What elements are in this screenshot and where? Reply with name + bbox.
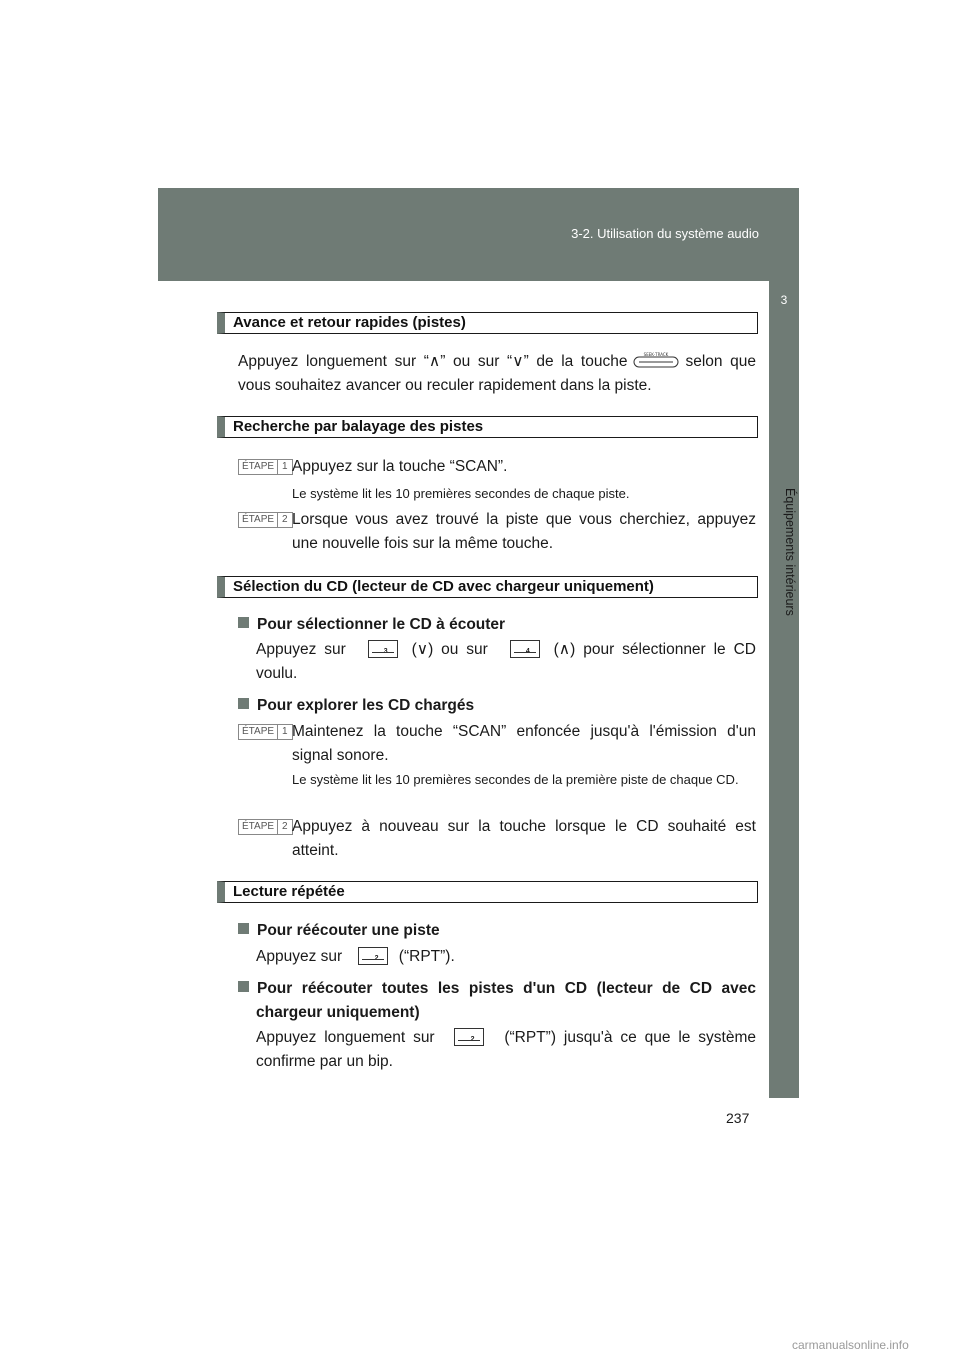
step-number: 1	[277, 725, 292, 739]
preset-2-key-icon	[358, 947, 388, 965]
section-title-cd-select: Sélection du CD (lecteur de CD avec chargeur uniquement)	[217, 576, 758, 598]
fast-text-b: ” ou sur “	[440, 353, 513, 370]
key-2-number: 2	[374, 955, 379, 962]
cd-sub-head-2-text: Pour explorer les CD chargés	[257, 697, 475, 714]
scan-step-1	[238, 455, 508, 475]
side-tab-number: 3	[780, 293, 788, 307]
cd-sub-head-1-text: Pour sélectionner le CD à écouter	[257, 616, 506, 633]
scan-step-1-text: Appuyez sur la touche “SCAN”.	[292, 458, 508, 475]
repeat-sub-head-1	[238, 919, 756, 943]
step-word: ÉTAPE	[239, 820, 277, 834]
down-symbol: ∨	[512, 353, 524, 370]
step-number: 2	[277, 820, 292, 834]
fast-text-d: selon que vous souhaitez avancer ou reculer rapidement dans la piste.	[238, 353, 756, 394]
cd-step-2-text: Appuyez à nouveau sur la touche lorsque le CD souhaité est atteint.	[292, 818, 756, 859]
repeat-sub-head-2-text: Pour réécouter toutes les pistes d'un CD (lecteur de CD avec chargeur uniquement)	[256, 980, 756, 1021]
preset-4-key-icon	[510, 640, 540, 658]
cd-step-2	[238, 815, 756, 859]
step-badge	[238, 459, 293, 475]
bullet-square-icon	[238, 698, 249, 709]
seek-track-key-icon	[633, 352, 679, 368]
cd-sub1-text-c: (∧) pour sélectionner le CD voulu.	[256, 641, 756, 682]
step-badge	[238, 512, 293, 528]
side-tab	[769, 281, 799, 1098]
repeat-sub1-text-a: Appuyez sur	[256, 948, 343, 965]
cd-step-1-note: Le système lit les 10 premières secondes de la première piste de chaque CD.	[292, 772, 739, 787]
scan-step-2-text: Lorsque vous avez trouvé la piste que vous cherchiez, appuyez une nouvelle fois sur la même touche.	[292, 511, 756, 552]
fast-text-c: ” de la touche	[523, 353, 628, 370]
preset-2-key-icon	[454, 1028, 484, 1046]
repeat-sub-head-2	[238, 977, 756, 1025]
key-3-number: 3	[383, 648, 388, 655]
fast-paragraph	[238, 350, 756, 398]
repeat-sub2-text-b: (“RPT”) jusqu'à ce que le système confirme par un bip.	[256, 1029, 756, 1070]
cd-step-1-text: Maintenez la touche “SCAN” enfoncée jusqu'à l'émission d'un signal sonore.	[292, 723, 756, 764]
up-symbol: ∧	[428, 353, 441, 370]
cd-sub1-paragraph	[256, 638, 756, 686]
repeat-sub2-paragraph	[256, 1026, 756, 1074]
key-2-number: 2	[470, 1036, 475, 1043]
fast-text-a: Appuyez longuement sur “	[238, 353, 429, 370]
bullet-square-icon	[238, 981, 249, 992]
side-tab-label: Équipements intérieurs	[783, 488, 797, 616]
chapter-title: 3-2. Utilisation du système audio	[571, 226, 759, 241]
section-title-fast: Avance et retour rapides (pistes)	[217, 312, 758, 334]
scan-step-2	[238, 508, 756, 552]
step-badge	[238, 724, 293, 740]
preset-3-key-icon	[368, 640, 398, 658]
repeat-sub-head-1-text: Pour réécouter une piste	[257, 922, 440, 939]
repeat-sub1-text-b: (“RPT”).	[398, 948, 455, 965]
repeat-sub1-paragraph	[256, 945, 756, 969]
cd-sub1-text-b: (∨) ou sur	[411, 641, 488, 658]
step-word: ÉTAPE	[239, 725, 277, 739]
repeat-sub2-text-a: Appuyez longuement sur	[256, 1029, 435, 1046]
seek-track-label: SEEK·TRACK	[644, 352, 669, 357]
step-number: 2	[277, 513, 292, 527]
page-number: 237	[726, 1110, 750, 1126]
key-4-number: 4	[525, 648, 530, 655]
bullet-square-icon	[238, 617, 249, 628]
section-title-repeat: Lecture répétée	[217, 881, 758, 903]
step-word: ÉTAPE	[239, 460, 277, 474]
watermark: carmanualsonline.info	[792, 1338, 909, 1352]
cd-sub1-text-a: Appuyez sur	[256, 641, 346, 658]
step-number: 1	[277, 460, 292, 474]
scan-step-1-note: Le système lit les 10 premières secondes de chaque piste.	[292, 486, 630, 501]
step-word: ÉTAPE	[239, 513, 277, 527]
cd-step-1	[238, 720, 756, 764]
section-title-scan: Recherche par balayage des pistes	[217, 416, 758, 438]
cd-sub-head-2	[238, 694, 756, 718]
cd-sub-head-1	[238, 613, 756, 637]
bullet-square-icon	[238, 923, 249, 934]
step-badge	[238, 819, 293, 835]
header-band	[158, 188, 799, 281]
